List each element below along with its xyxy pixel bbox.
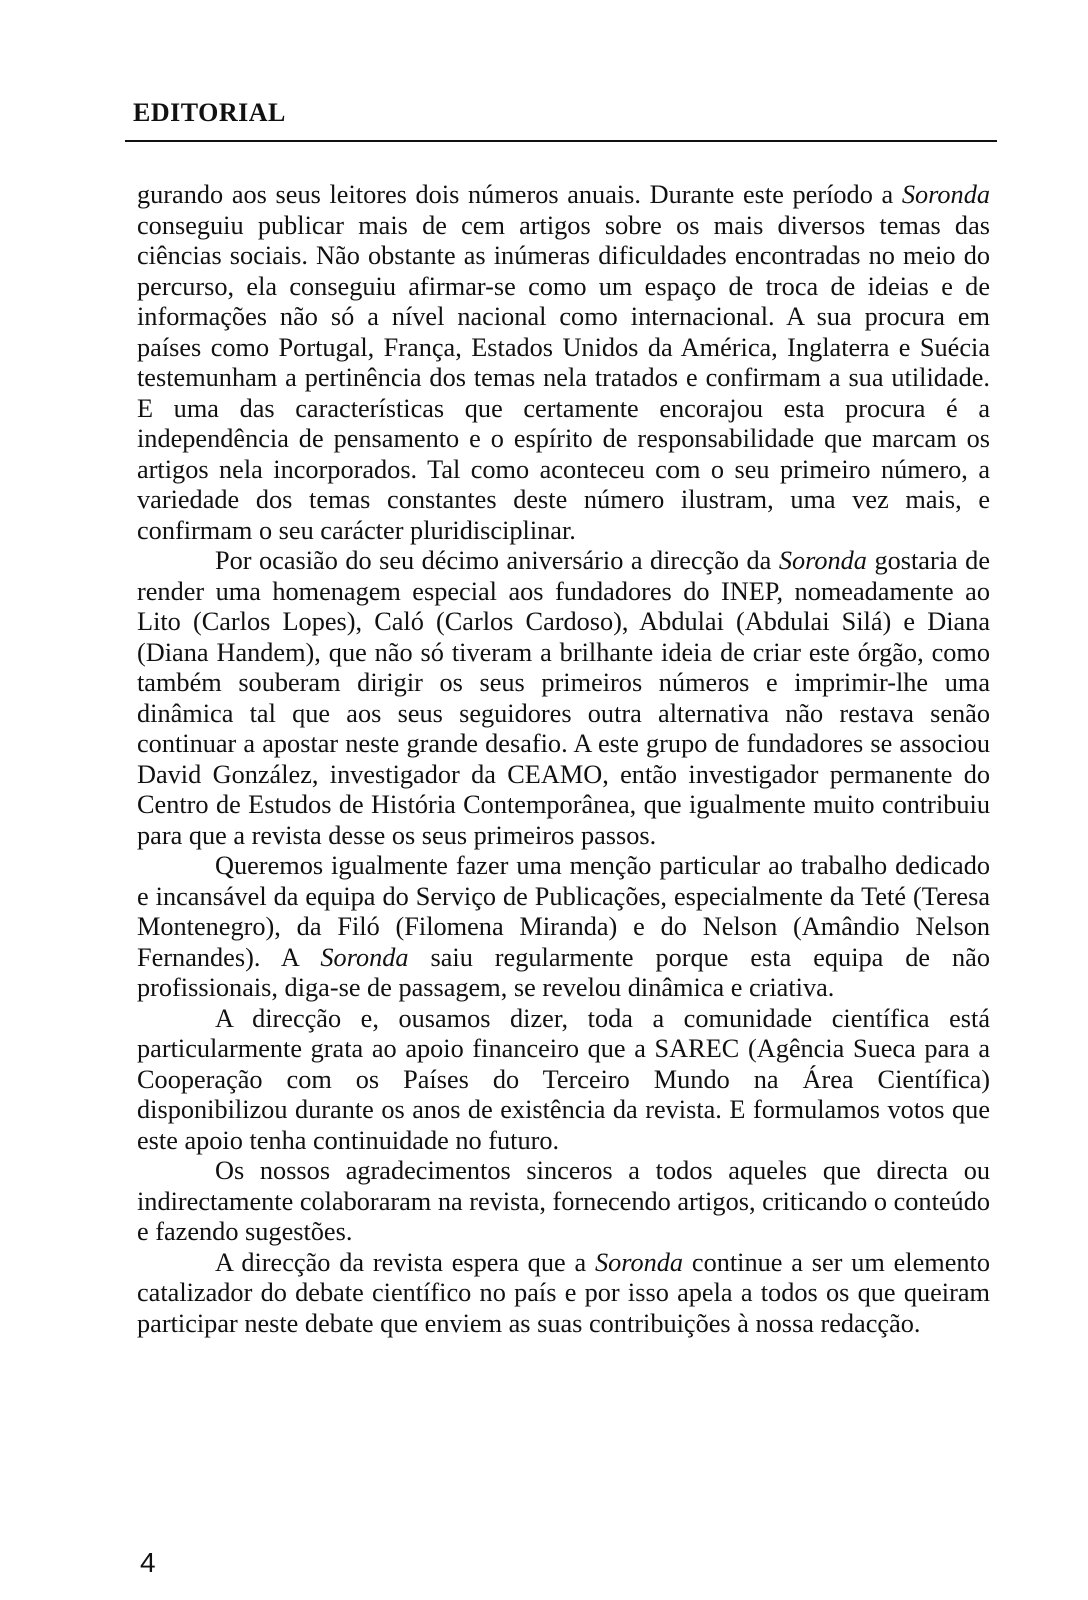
paragraph-3-text-b: saiu regularmente porque esta equipa de não profissionais, diga-se de passagem, se revelou dinâmica e criativa. bbox=[137, 942, 990, 1002]
paragraph-5: Os nossos agradecimentos sinceros a todos aqueles que directa ou indirectamente colaboraram na revista, fornecendo artigos, criticando o conteúdo e fazendo sugestões. bbox=[137, 1156, 990, 1246]
journal-title: Soronda bbox=[778, 546, 867, 575]
paragraph-4: A direcção e, ousamos dizer, toda a comunidade científica está particularmente grata ao apoio financeiro que a SAREC (Agência Sueca para a Cooperação com os Países do Terceiro Mundo na Área Científica) disponibilizou durante os anos de existência da revista. E formulamos votos que este apoio tenha continuidade no futuro. bbox=[137, 1003, 990, 1155]
journal-title: Soronda bbox=[594, 1247, 684, 1277]
paragraph-2-text-a: Por ocasião do seu décimo aniversário a direcção da bbox=[215, 546, 779, 575]
header-rule bbox=[125, 140, 997, 142]
journal-title: Soronda bbox=[901, 180, 990, 209]
editorial-body bbox=[137, 180, 990, 1339]
paragraph-2-text-b: gostaria de render uma homenagem especial aos fundadores do INEP, nomeadamente ao Lito (Carlos Lopes), Caló (Carlos Cardoso), Abdulai (Abdulai Silá) e Diana (Diana Handem), que não só tiveram a brilhante ideia de criar este órgão, como também souberam dirigir os seus primeiros números e imprimir-lhe uma dinâmica tal que aos seus seguidores outra alternativa não restava senão continuar a apostar neste grande desafio. A este grupo de fundadores se associou David González, investigador da CEAMO, então investigador permanente do Centro de Estudos de História Contemporânea, que igualmente muito contribuiu para que a revista desse os seus primeiros passos. bbox=[137, 546, 990, 850]
section-header: EDITORIAL bbox=[133, 98, 286, 127]
journal-title: Soronda bbox=[320, 942, 409, 972]
paragraph-6-text-a: A direcção da revista espera que a bbox=[215, 1247, 595, 1277]
paragraph-6-text-b: continue a ser um elemento catalizador do debate científico no país e por isso apela a todos os que queiram participar neste debate que enviem as suas contribuições à nossa redacção. bbox=[137, 1247, 990, 1338]
paragraph-1 bbox=[137, 180, 990, 546]
paragraph-3 bbox=[137, 851, 990, 1004]
page-number: 4 bbox=[140, 1547, 156, 1578]
paragraph-1-text-b: conseguiu publicar mais de cem artigos sobre os mais diversos temas das ciências sociais. Não obstante as inúmeras dificuldades encontradas no meio do percurso, ela conseguiu afirmar-se como um espaço de troca de ideias e de informações não só a nível nacional como internacional. A sua procura em países como Portugal, França, Estados Unidos da América, Inglaterra e Suécia testemunham a pertinência dos temas nela tratados e confirmam a sua utilidade. E uma das características que certamente encorajou esta procura é a independência de pensamento e o espírito de responsabilidade que marcam os artigos nela incorporados. Tal como aconteceu com o seu primeiro número, a variedade dos temas constantes deste número ilustram, uma vez mais, e confirmam o seu carácter pluridisciplinar. bbox=[137, 210, 990, 545]
paragraph-1-text-a: gurando aos seus leitores dois números anuais. Durante este período a bbox=[137, 180, 902, 209]
paragraph-3-text-a: Queremos igualmente fazer uma menção particular ao trabalho dedicado e incansável da equipa do Serviço de Publicações, especialmente da Teté (Teresa Montenegro), da Filó (Filomena Miranda) e do Nelson (Amândio Nelson Fernandes). A bbox=[137, 851, 990, 972]
paragraph-6 bbox=[137, 1248, 990, 1340]
paragraph-2 bbox=[137, 546, 990, 851]
